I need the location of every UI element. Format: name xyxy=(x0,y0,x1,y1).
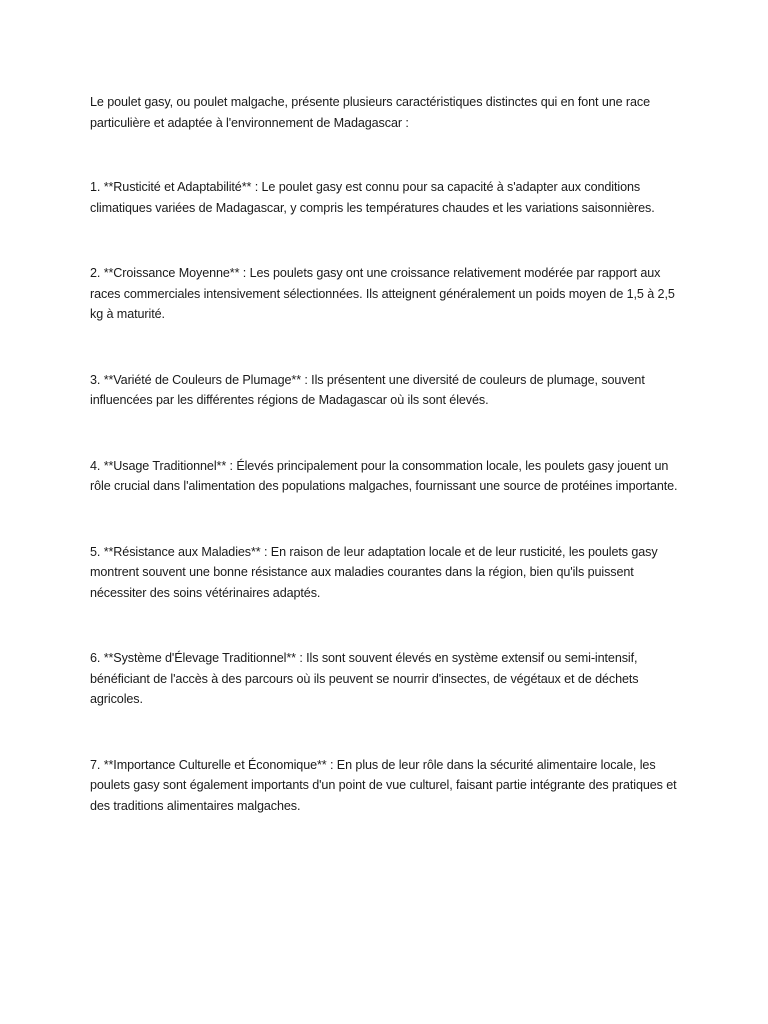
list-item-7: 7. **Importance Culturelle et Économique** : En plus de leur rôle dans la sécurité alimentaire locale, les poulets gasy sont également importants d'un point de vue culturel, faisant partie intégrante des pratiques et des traditions alimentaires malgaches. xyxy=(90,757,677,813)
list-item-3: 3. **Variété de Couleurs de Plumage** : Ils présentent une diversité de couleurs de plumage, souvent influencées par les différentes régions de Madagascar où ils sont élevés. xyxy=(90,372,645,407)
intro-paragraph: Le poulet gasy, ou poulet malgache, présente plusieurs caractéristiques distinctes qui en font une race particulière et adaptée à l'environnement de Madagascar : xyxy=(90,95,651,130)
list-item-5: 5. **Résistance aux Maladies** : En raison de leur adaptation locale et de leur rusticité, les poulets gasy montrent souvent une bonne résistance aux maladies courantes dans la région, bien qu'ils puissent nécessiter des soins vétérinaires adaptés. xyxy=(90,544,658,600)
document-body xyxy=(90,92,690,861)
list-item-6: 6. **Système d'Élevage Traditionnel** : Ils sont souvent élevés en système extensif ou semi-intensif, bénéficiant de l'accès à des parcours où ils peuvent se nourrir d'insectes, de végétaux et de déchets agricoles. xyxy=(90,651,639,706)
list-item-4: 4. **Usage Traditionnel** : Élevés principalement pour la consommation locale, les poulets gasy jouent un rôle crucial dans l'alimentation des populations malgaches, fournissant une source de protéines importante. xyxy=(90,458,678,493)
list-item-2: 2. **Croissance Moyenne** : Les poulets gasy ont une croissance relativement modérée par rapport aux races commerciales intensivement sélectionnées. Ils atteignent généralement un poids moyen de 1,5 à 2,5 kg à maturité. xyxy=(90,266,675,321)
list-item-1: 1. **Rusticité et Adaptabilité** : Le poulet gasy est connu pour sa capacité à s'adapter aux conditions climatiques variées de Madagascar, y compris les températures chaudes et les variations saisonnières. xyxy=(90,180,655,215)
